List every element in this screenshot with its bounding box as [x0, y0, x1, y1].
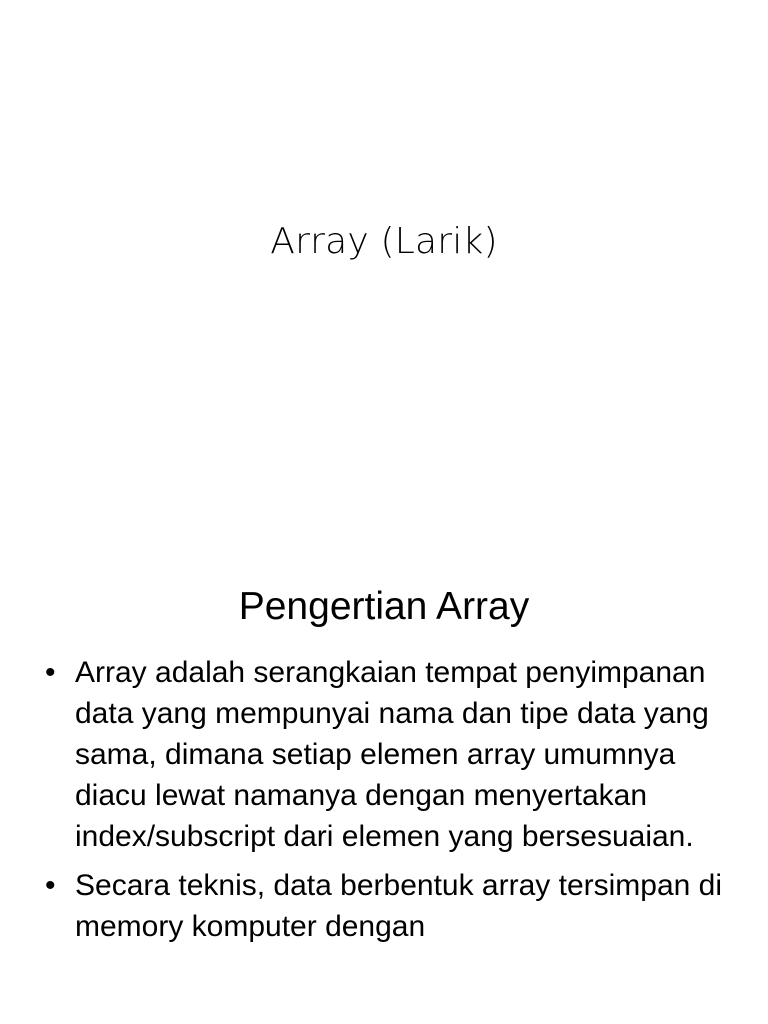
bullet-icon: •	[45, 656, 56, 689]
bullet-text: Secara teknis, data berbentuk array tersimpan di memory komputer dengan	[75, 869, 723, 943]
slide-title: Array (Larik)	[270, 221, 498, 262]
bullet-item	[45, 652, 745, 857]
bullet-text: Array adalah serangkaian tempat penyimpanan data yang mempunyai nama dan tipe data yang sama, dimana setiap elemen array umumnya diacu lewat namanya dengan menyertakan index/subscript dari elemen yang bersesuaian.	[75, 656, 709, 853]
bullet-list	[45, 652, 745, 955]
bullet-item	[45, 865, 745, 947]
bullet-icon: •	[45, 869, 56, 902]
slide-title: Pengertian Array	[238, 585, 530, 628]
content-slide	[0, 512, 768, 1024]
